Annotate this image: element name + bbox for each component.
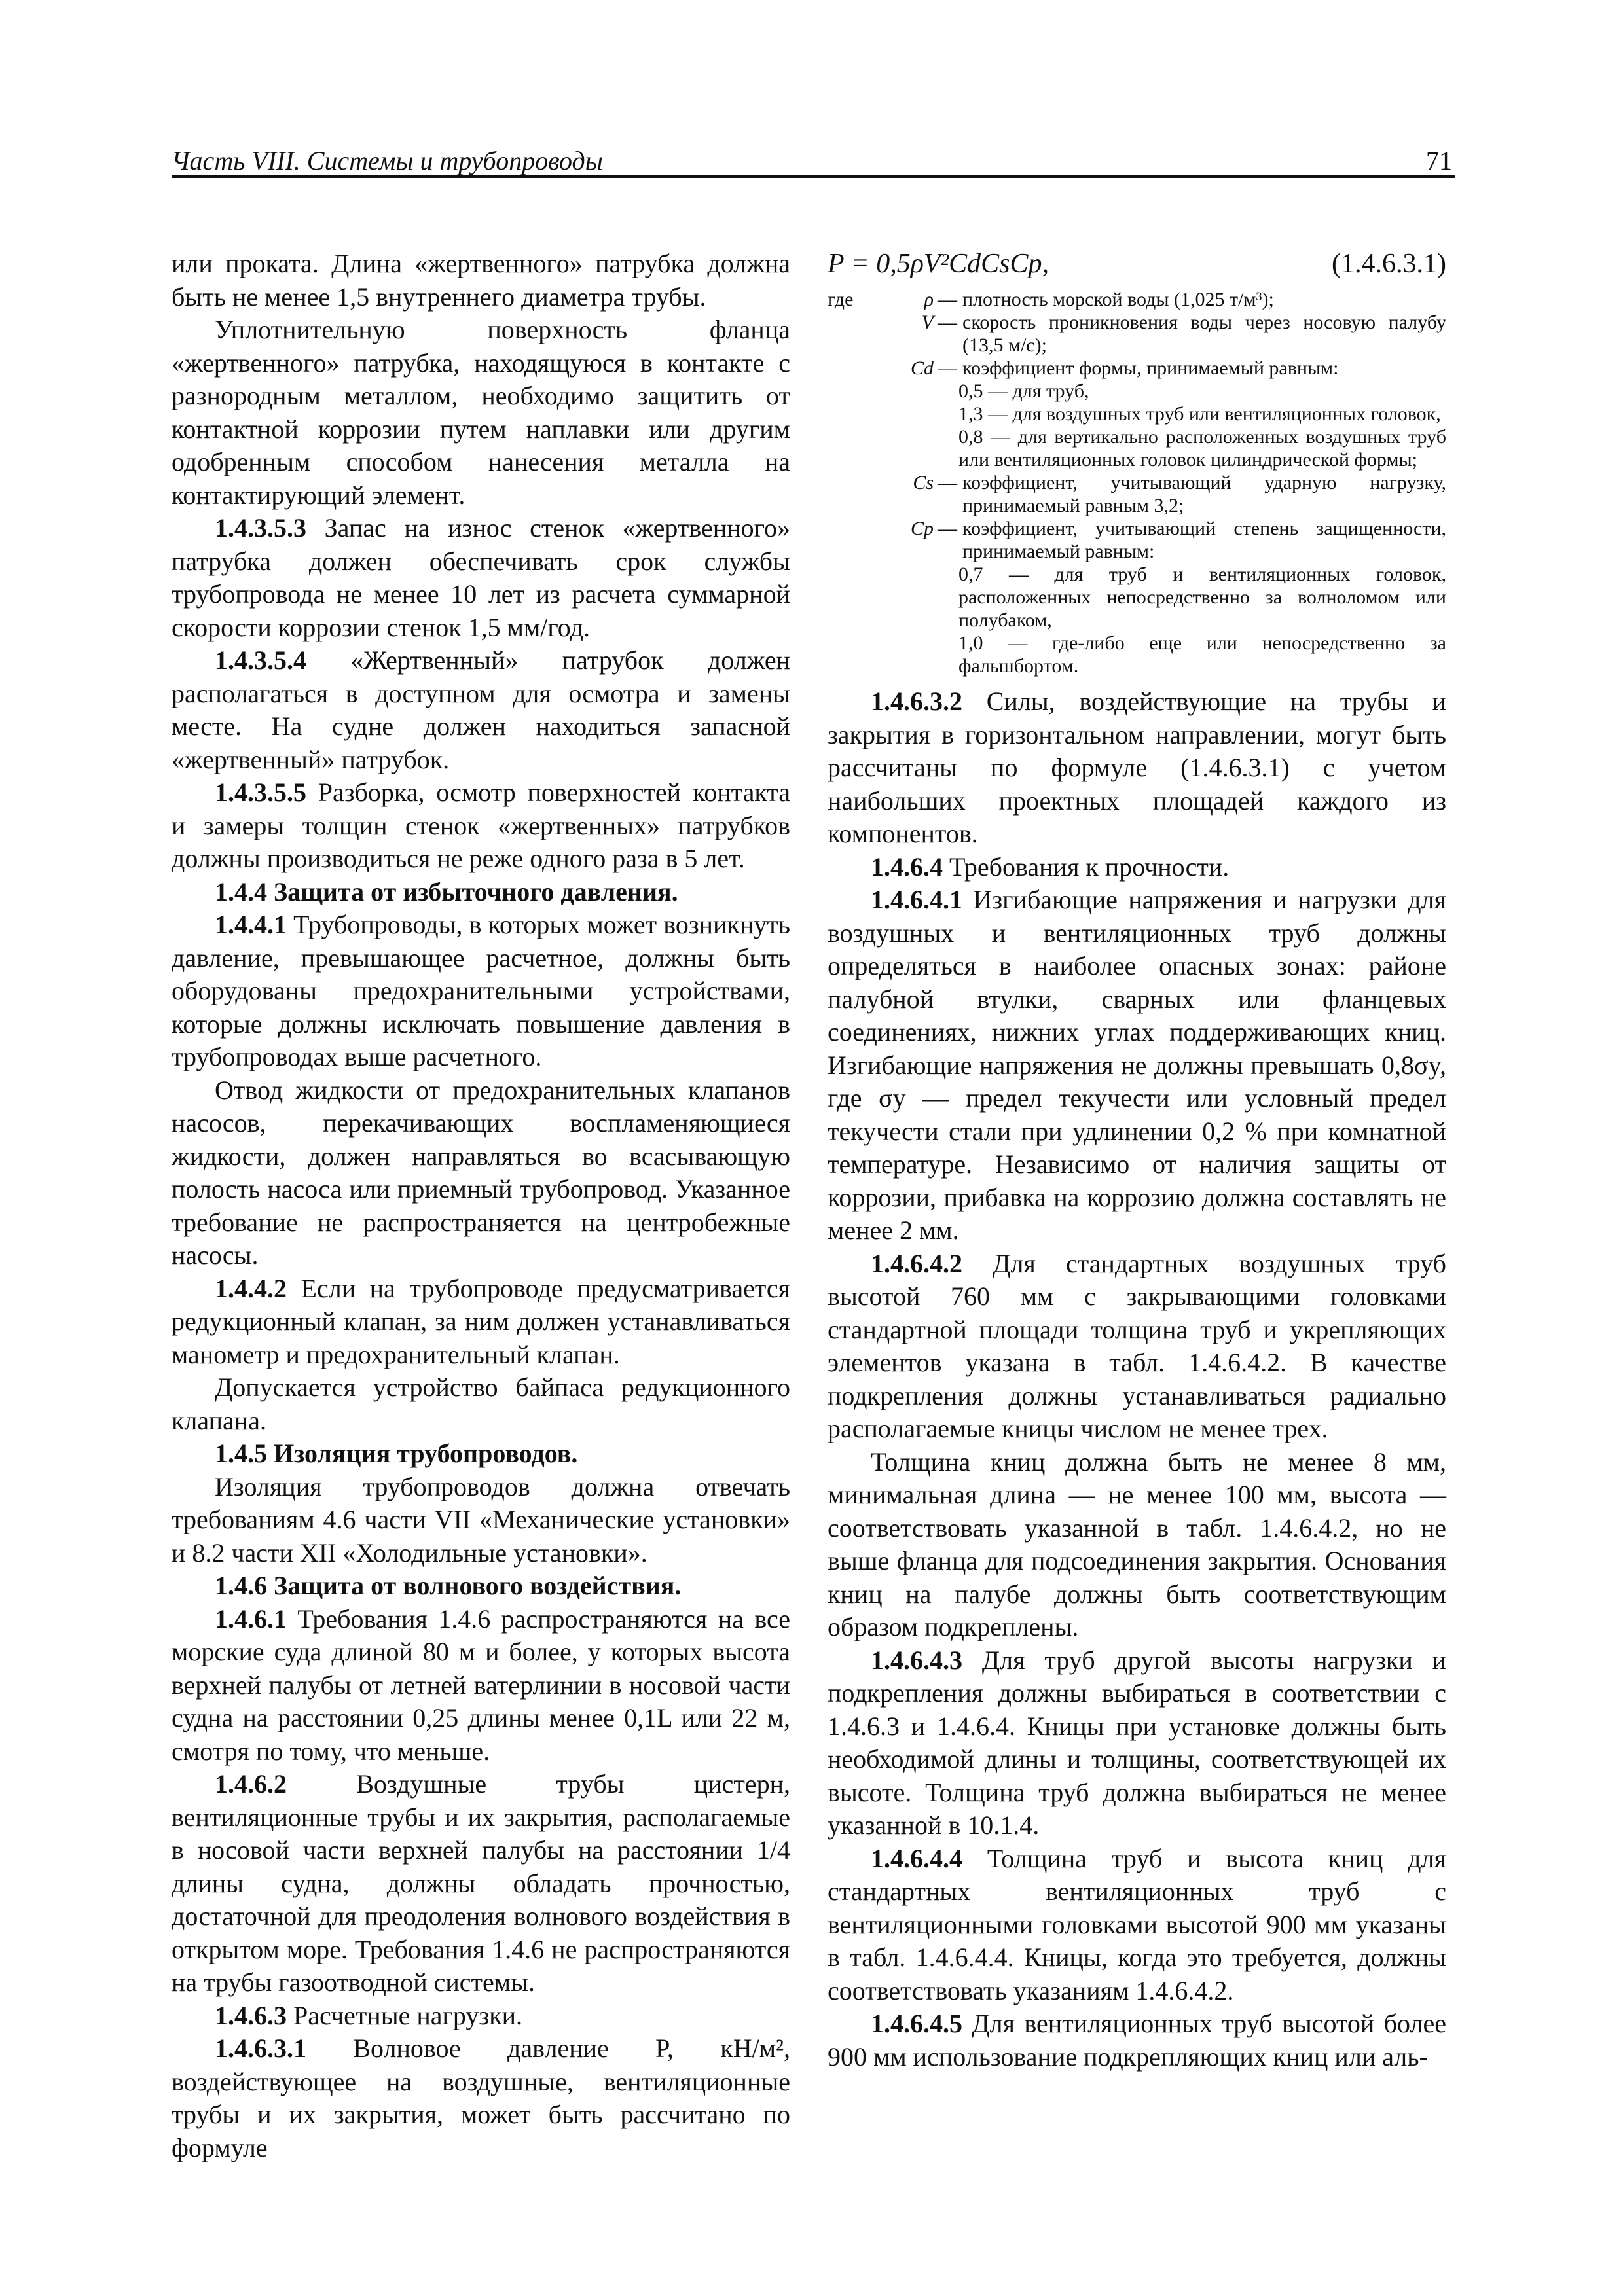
- definition-text: скорость проникновения воды через носовую палубу (13,5 м/с);: [962, 312, 1446, 356]
- symbol: V: [921, 312, 934, 333]
- paragraph: [828, 1842, 1446, 2008]
- paragraph: [828, 2007, 1446, 2073]
- paragraph: [828, 1247, 1446, 1446]
- paragraph: Отвод жидкости от предохранительных клапанов насосов, перекачивающих воспламеняющиеся жидкости, должен направляться во всасывающую полость насоса или приемный трубопровод. Указанное требование не распространяется на центробежные насосы.: [172, 1075, 790, 1270]
- paragraph: [172, 644, 790, 776]
- paragraph: Допускается устройство байпаса редукционного клапана.: [172, 1372, 790, 1435]
- definition-text: коэффициент, учитывающий ударную нагрузку, принимаемый равным 3,2;: [962, 472, 1446, 516]
- definition-text: плотность морской воды (1,025 т/м³);: [962, 289, 1274, 310]
- paragraph: Уплотнительную поверхность фланца «жертвенного» патрубка, находящуюся в контакте с разнородным металлом, необходимо защитить от контактной коррозии путем наплавки или другим одобренным способом нанесения металла на контактирующий элемент.: [172, 315, 790, 510]
- clause-number: 1.4.3.5.3: [215, 513, 306, 543]
- definition-row: Cs — коэффициент, учитывающий ударную нагрузку, принимаемый равным 3,2;: [828, 471, 1446, 517]
- clause-number: 1.4.3.5.5: [215, 778, 306, 807]
- paragraph: [172, 2000, 790, 2033]
- paragraph: Толщина книц должна быть не менее 8 мм, минимальная длина — не менее 100 мм, высота — соответствовать указанной в табл. 1.4.6.4.2, но не выше фланца для подсоединения закрытия. Основания книц на палубе должны быть соответствующим образом подкреплены.: [828, 1446, 1446, 1641]
- paragraph: [828, 685, 1446, 851]
- formula-number: (1.4.6.3.1): [1332, 249, 1446, 279]
- section-heading: 1.4.5 Изоляция трубопроводов.: [215, 1439, 578, 1468]
- paragraph-text: Силы, воздействующие на трубы и закрытия в горизонтальном направлении, могут быть рассчитаны по формуле (1.4.6.3.1) с учетом наибольших проектных площадей каждого из компонентов.: [828, 687, 1446, 848]
- definition-row: Cp — коэффициент, учитывающий степень защищенности, принимаемый равным:: [828, 517, 1446, 563]
- paragraph: [828, 851, 1446, 884]
- paragraph: [172, 1272, 790, 1372]
- paragraph-text: Для вентиляционных труб высотой более 900 мм использование подкрепляющих книц или аль-: [828, 2009, 1446, 2072]
- paragraph-text: «Жертвенный» патрубок должен располагаться в доступном для осмотра и замены месте. На судне должен находиться запасной «жертвенный» патрубок.: [172, 645, 790, 774]
- paragraph: [828, 1644, 1446, 1842]
- paragraph-text: Если на трубопроводе предусматривается редукционный клапан, за ним должен устанавливаться манометр и предохранительный клапан.: [172, 1273, 790, 1369]
- clause-number: 1.4.6.2: [215, 1769, 287, 1799]
- right-column: [828, 247, 1446, 2073]
- definition-row: V — скорость проникновения воды через носовую палубу (13,5 м/с);: [828, 311, 1446, 357]
- clause-number: 1.4.6.1: [215, 1604, 287, 1634]
- clause-number: 1.4.4.2: [215, 1273, 287, 1303]
- paragraph: [172, 512, 790, 644]
- paragraph: [828, 884, 1446, 1247]
- symbol: Cs: [913, 472, 934, 493]
- clause-number: 1.4.6.4.4: [871, 1843, 962, 1873]
- clause-number: 1.4.6.3: [215, 2000, 287, 2030]
- clause-number: 1.4.6.3.2: [871, 687, 962, 716]
- definition-subitem: 1,3 — для воздушных труб или вентиляционных головок,: [958, 403, 1441, 425]
- clause-number: 1.4.3.5.4: [215, 645, 306, 675]
- running-title: Часть VIII. Системы и трубопроводы: [172, 146, 603, 175]
- definition-row: где ρ — плотность морской воды (1,025 т/м³);: [828, 288, 1446, 311]
- clause-number: 1.4.4.1: [215, 910, 287, 939]
- formula: [828, 247, 1446, 284]
- definition-subitem: 1,0 — где-либо еще или непосредственно за фальшбортом.: [958, 632, 1446, 677]
- paragraph: [172, 908, 790, 1074]
- symbol: ρ: [924, 289, 934, 310]
- paragraph: [172, 776, 790, 876]
- paragraph: Изоляция трубопроводов должна отвечать требованиям 4.6 части VII «Механические установки» и 8.2 части XII «Холодильные установки».: [172, 1471, 790, 1568]
- page-header: [172, 145, 1455, 178]
- definition-text: коэффициент, учитывающий степень защищенности, принимаемый равным:: [962, 518, 1446, 562]
- paragraph-text: Толщина труб и высота книц для стандартных вентиляционных труб с вентиляционными головками высотой 900 мм указаны в табл. 1.4.6.4.4. Кницы, когда это требуется, должны соответствовать указаниям 1.4.6.4.2.: [828, 1843, 1446, 2005]
- symbol: Cp: [910, 518, 934, 539]
- paragraph-text: Воздушные трубы цистерн, вентиляционные трубы и их закрытия, располагаемые в носовой части верхней палубы на расстоянии 1/4 длины судна, должны обладать прочностью, достаточной для преодоления волнового воздействия в открытом море. Требования 1.4.6 не распространяются на трубы газоотводной системы.: [172, 1769, 790, 1997]
- clause-number: 1.4.6.4.3: [871, 1645, 962, 1675]
- paragraph-text: Изгибающие напряжения и нагрузки для воздушных и вентиляционных труб должны определяться в наиболее опасных зонах: районе палубной втулки, сварных или фланцевых соединениях, нижних углах поддерживающих книц. Изгибающие напряжения не должны превышать 0,8σy, где σy — предел текучести или условный предел текучести стали при удлинении 0,2 % при комнатной температуре. Независимо от наличия защиты от коррозии, прибавка на коррозию должна составлять не менее 2 мм.: [828, 885, 1446, 1245]
- formula-definitions: [828, 288, 1446, 677]
- clause-number: 1.4.6.4: [871, 852, 943, 882]
- clause-number: 1.4.6.4.5: [871, 2009, 962, 2038]
- paragraph: [172, 1768, 790, 2000]
- section-heading: 1.4.4 Защита от избыточного давления.: [215, 876, 678, 906]
- definition-subitem: 0,7 — для труб и вентиляционных головок, расположенных непосредственно за волноломом или полубаком,: [958, 564, 1446, 631]
- symbol: Cd: [910, 357, 934, 379]
- paragraph: или проката. Длина «жертвенного» патрубка должна быть не менее 1,5 внутреннего диаметра трубы.: [172, 249, 790, 312]
- paragraph-text: Разборка, осмотр поверхностей контакта и замеры толщин стенок «жертвенных» патрубков должны производиться не реже одного раза в 5 лет.: [172, 778, 790, 873]
- definition-row: Cd — коэффициент формы, принимаемый равным:: [828, 357, 1446, 380]
- definition-subitem: 0,5 — для труб,: [958, 380, 1089, 402]
- paragraph-text: Расчетные нагрузки.: [287, 2000, 523, 2030]
- clause-number: 1.4.6.3.1: [215, 2034, 306, 2063]
- paragraph-text: Волновое давление P, кН/м², воздействующее на воздушные, вентиляционные трубы и их закрытия, может быть рассчитано по формуле: [172, 2034, 790, 2162]
- paragraph: [172, 1603, 790, 1768]
- paragraph-text: Для труб другой высоты нагрузки и подкрепления должны выбираться в соответствии с 1.4.6.3 и 1.4.6.4. Кницы при установке должны быть необходимой длины и толщины, соответствующей их высоте. Толщина труб должна выбираться не менее указанной в 10.1.4.: [828, 1645, 1446, 1840]
- clause-number: 1.4.6.4.1: [871, 885, 962, 914]
- definition-subitem: 0,8 — для вертикально расположенных воздушных труб или вентиляционных головок цилиндрической формы;: [958, 426, 1446, 471]
- clause-number: 1.4.6.4.2: [871, 1248, 962, 1278]
- paragraph-text: Требования 1.4.6 распространяются на все морские суда длиной 80 м и более, у которых высота верхней палубы от летней ватерлинии в носовой части судна на расстоянии 0,25 длины менее 0,1L или 22 м, смотря по тому, что меньше.: [172, 1604, 790, 1766]
- page-number: 71: [1426, 146, 1452, 175]
- section-heading: 1.4.6 Защита от волнового воздействия.: [215, 1571, 682, 1600]
- paragraph-text: Для стандартных воздушных труб высотой 760 мм с закрывающими головками стандартной площади толщина труб и укрепляющих элементов указана в табл. 1.4.6.4.2. В качестве подкрепления должны устанавливаться радиально располагаемые кницы числом не менее трех.: [828, 1248, 1446, 1443]
- left-column: [172, 247, 790, 2164]
- paragraph-text: Требования к прочности.: [943, 852, 1230, 882]
- definition-text: коэффициент формы, принимаемый равным:: [962, 357, 1339, 379]
- paragraph-text: Запас на износ стенок «жертвенного» патрубка должен обеспечивать срок службы трубопровода не менее 10 лет из расчета суммарной скорости коррозии стенок 1,5 мм/год.: [172, 513, 790, 642]
- paragraph-text: Трубопроводы, в которых может возникнуть давление, превышающее расчетное, должны быть оборудованы предохранительными устройствами, которые должны исключать повышение давления в трубопроводах выше расчетного.: [172, 910, 790, 1071]
- paragraph: [172, 2032, 790, 2164]
- where-label: где: [828, 289, 854, 310]
- formula-expression: P = 0,5ρV²CdCsCp,: [828, 249, 1049, 279]
